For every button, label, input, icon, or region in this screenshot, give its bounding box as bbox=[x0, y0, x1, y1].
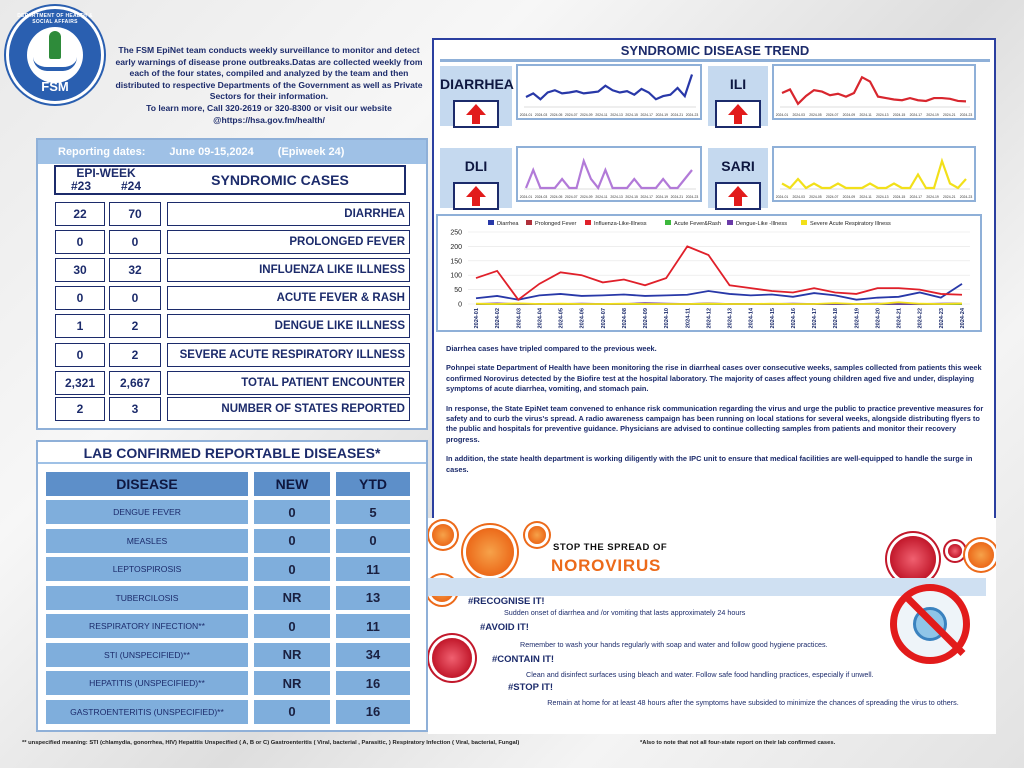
prohibition-slash bbox=[903, 593, 966, 656]
mini-tick-label: 2024-11 bbox=[859, 195, 872, 199]
mini-chart bbox=[516, 146, 702, 202]
intro-line: early warnings of disease prone outbreaks.Datas are collected weekly from bbox=[115, 56, 423, 67]
week-23-label: #23 bbox=[70, 179, 92, 193]
lab-new: NR bbox=[254, 586, 330, 610]
mini-tick-label: 2024-09 bbox=[580, 195, 593, 199]
mini-tick-label: 2024-19 bbox=[655, 195, 669, 199]
lab-new: NR bbox=[254, 643, 330, 667]
palm-icon bbox=[49, 31, 61, 59]
narrative-p3: In response, the State EpiNet team convened to enhance risk communication regarding the virus and urge the public to practice preventive measures for safety and to curb the virus's spread. A radio awareness campaign has been running on local stations for several weeks, alongside distributing flyers to the public and hospitals for preventive guidance. Physicians are advised to continue collecting samples from patients and monitor their recovery progress. bbox=[446, 403, 984, 444]
virus-icon bbox=[948, 544, 962, 558]
y-tick-label: 100 bbox=[450, 272, 462, 280]
x-tick-label: 2024-19 bbox=[854, 308, 861, 329]
lab-disease: LEPTOSPIROSIS bbox=[46, 557, 248, 581]
x-tick-label: 2024-11 bbox=[685, 308, 692, 329]
syndromic-row bbox=[55, 258, 410, 282]
lab-disease: HEPATITIS (UNSPECIFIED)** bbox=[46, 671, 248, 695]
mini-tick-label: 2024-11 bbox=[859, 113, 872, 117]
legend-label: Prolonged Fever bbox=[535, 221, 577, 227]
mini-chart-svg bbox=[774, 66, 974, 118]
mini-tick-label: 2024-03 bbox=[534, 195, 548, 199]
mini-tick-label: 2024-17 bbox=[909, 113, 923, 117]
step-contain-text: Clean and disinfect surfaces using bleach and water. Follow safe food handling practices, especially if unwell. bbox=[526, 670, 874, 679]
mini-tick-label: 2024-13 bbox=[610, 113, 623, 117]
mini-tick-label: 2024-07 bbox=[825, 113, 839, 117]
lab-ytd: 11 bbox=[336, 614, 410, 638]
narrative-p2: Pohnpei state Department of Health have been monitoring the rise in diarrheal cases over consecutive weeks, samples collected from patients this week confirmed Norovirus detected by the Biofire test at the hospital laboratory. The majority of cases affect young children aged five and under, displaying symptoms of acute diarrhea, vomiting, and stomach pain. bbox=[446, 363, 982, 394]
x-tick-label: 2024-17 bbox=[812, 308, 819, 329]
syndrome-label: SEVERE ACUTE RESPIRATORY ILLNESS bbox=[167, 343, 410, 367]
mini-tick-label: 2024-09 bbox=[842, 113, 856, 117]
lab-row bbox=[46, 614, 410, 638]
syndrome-label: TOTAL PATIENT ENCOUNTER bbox=[167, 371, 410, 395]
syndromic-row bbox=[55, 314, 410, 338]
lab-row bbox=[46, 500, 410, 524]
virus-icon bbox=[890, 536, 936, 582]
step-avoid-text: Remember to wash your hands regularly with soap and water and follow good hygiene practices. bbox=[520, 640, 828, 649]
lab-title: LAB CONFIRMED REPORTABLE DISEASES* bbox=[38, 442, 426, 464]
mini-tick-label: 2024-17 bbox=[640, 195, 653, 199]
lab-row bbox=[46, 700, 410, 724]
mini-tick-label: 2024-01 bbox=[775, 195, 789, 199]
mini-tick-label: 2024-09 bbox=[580, 113, 593, 117]
x-tick-label: 2024-23 bbox=[938, 308, 945, 329]
legend-label: Acute Fever&Rash bbox=[674, 221, 721, 227]
x-tick-label: 2024-12 bbox=[706, 308, 713, 329]
reporting-dates: June 09-15,2024 bbox=[169, 146, 254, 158]
mini-tick-label: 2024-09 bbox=[842, 195, 856, 199]
up-arrow-icon bbox=[466, 186, 486, 197]
x-tick-label: 2024-15 bbox=[769, 308, 776, 329]
mini-tick-label: 2024-23 bbox=[959, 113, 973, 117]
legend-swatch bbox=[665, 220, 671, 225]
increase-arrow-icon bbox=[453, 182, 499, 210]
lab-new: 0 bbox=[254, 500, 330, 524]
mini-chart bbox=[516, 64, 702, 120]
week-24-value: 2,667 bbox=[109, 371, 161, 395]
virus-icon bbox=[466, 528, 514, 576]
y-tick-label: 150 bbox=[450, 258, 462, 266]
lab-row bbox=[46, 671, 410, 695]
mini-tick-label: 2024-11 bbox=[595, 195, 608, 199]
series-line-diarrhea bbox=[476, 284, 962, 300]
legend-label: Dengue-Like -Illness bbox=[736, 221, 787, 227]
x-tick-label: 2024-09 bbox=[643, 308, 650, 329]
step-stop-heading: #STOP IT! bbox=[508, 682, 554, 693]
syndrome-label: NUMBER OF STATES REPORTED bbox=[167, 397, 410, 421]
syndrome-label: INFLUENZA LIKE ILLNESS bbox=[167, 258, 410, 282]
mini-tick-label: 2024-01 bbox=[519, 113, 533, 117]
week-23-value: 1 bbox=[55, 314, 105, 338]
mini-tick-label: 2024-15 bbox=[892, 113, 906, 117]
mini-tick-label: 2024-21 bbox=[670, 113, 684, 117]
week-24-value: 70 bbox=[109, 202, 161, 226]
mini-series-line bbox=[782, 161, 966, 188]
week-23-value: 0 bbox=[55, 230, 105, 254]
x-tick-label: 2024-07 bbox=[600, 308, 607, 329]
reporting-week: (Epiweek 24) bbox=[277, 146, 345, 158]
mini-tick-label: 2024-23 bbox=[685, 113, 699, 117]
x-tick-label: 2024-21 bbox=[896, 308, 903, 329]
mini-tick-label: 2024-17 bbox=[909, 195, 923, 199]
epi-week-label: EPI-WEEK bbox=[76, 166, 136, 180]
lab-disease: GASTROENTERITIS (UNSPECIFIED)** bbox=[46, 700, 248, 724]
week-23-value: 0 bbox=[55, 343, 105, 367]
x-tick-label: 2024-16 bbox=[790, 308, 797, 329]
x-tick-label: 2024-18 bbox=[833, 308, 840, 329]
syndromic-row bbox=[55, 397, 410, 421]
week-23-value: 2,321 bbox=[55, 371, 105, 395]
syndrome-label: DENGUE LIKE ILLNESS bbox=[167, 314, 410, 338]
mini-series-line bbox=[526, 75, 692, 100]
increase-arrow-icon bbox=[715, 182, 761, 210]
y-tick-label: 0 bbox=[458, 301, 462, 309]
narrative-p4: In addition, the state health department is working diligently with the IPC unit to ensure that medical facilities are well-equipped to handle the surge in cases. bbox=[446, 454, 973, 474]
lab-row bbox=[46, 643, 410, 667]
x-tick-label: 2024-04 bbox=[537, 308, 544, 329]
lab-ytd: 34 bbox=[336, 643, 410, 667]
syndromic-title: SYNDROMIC CASES bbox=[211, 172, 349, 188]
intro-line: To learn more, Call 320-2619 or 320-8300 or visit our website bbox=[146, 102, 392, 113]
mini-tick-label: 2024-05 bbox=[809, 195, 822, 199]
lab-ytd: 13 bbox=[336, 586, 410, 610]
mini-tick-label: 2024-13 bbox=[610, 195, 623, 199]
intro-line: distributed to respective Departments of the Government as well as Private bbox=[115, 79, 423, 90]
mini-tick-label: 2024-21 bbox=[670, 195, 684, 199]
virus-icon bbox=[432, 524, 454, 546]
reporting-bar bbox=[38, 140, 426, 164]
lab-disease: DENGUE FEVER bbox=[46, 500, 248, 524]
step-recognise-heading: #RECOGNISE IT! bbox=[468, 596, 545, 607]
lab-new: 0 bbox=[254, 700, 330, 724]
legend-swatch bbox=[727, 220, 733, 225]
mini-tick-label: 2024-21 bbox=[943, 195, 956, 199]
narrative bbox=[446, 344, 986, 484]
mini-chart-label: DLI bbox=[440, 148, 512, 208]
lab-new: 0 bbox=[254, 614, 330, 638]
mini-tick-label: 2024-11 bbox=[595, 113, 608, 117]
mini-tick-label: 2024-19 bbox=[926, 113, 939, 117]
week-24-value: 32 bbox=[109, 258, 161, 282]
step-contain-heading: #CONTAIN IT! bbox=[492, 654, 555, 665]
mini-tick-label: 2024-15 bbox=[625, 195, 638, 199]
increase-arrow-icon bbox=[453, 100, 499, 128]
increase-arrow-icon bbox=[715, 100, 761, 128]
mini-tick-label: 2024-19 bbox=[655, 113, 669, 117]
intro-text bbox=[104, 45, 434, 126]
x-tick-label: 2024-24 bbox=[960, 308, 966, 329]
week-24-value: 2 bbox=[109, 314, 161, 338]
x-tick-label: 2024-06 bbox=[579, 308, 586, 329]
lab-new: NR bbox=[254, 671, 330, 695]
mini-tick-label: 2024-23 bbox=[959, 195, 973, 199]
legend-swatch bbox=[488, 220, 494, 225]
lab-new: 0 bbox=[254, 529, 330, 553]
mini-tick-label: 2024-17 bbox=[640, 113, 653, 117]
step-recognise-text: Sudden onset of diarrhea and /or vomiting that lasts approximately 24 hours bbox=[504, 608, 746, 617]
reporting-label: Reporting dates: bbox=[58, 146, 146, 158]
intro-line: The FSM EpiNet team conducts weekly surveillance to monitor and detect bbox=[118, 45, 420, 55]
wave-icon bbox=[33, 57, 77, 71]
y-tick-label: 50 bbox=[454, 287, 462, 295]
mini-tick-label: 2024-21 bbox=[943, 113, 956, 117]
legend-label: Diarrhea bbox=[497, 221, 519, 227]
logo-org-text: DEPARTMENT OF HEALTH & SOCIAL AFFAIRS bbox=[17, 13, 93, 25]
mini-tick-label: 2024-03 bbox=[534, 113, 548, 117]
week-24-value: 3 bbox=[109, 397, 161, 421]
mini-tick-label: 2024-19 bbox=[926, 195, 939, 199]
x-tick-label: 2024-22 bbox=[917, 308, 924, 329]
x-tick-label: 2024-03 bbox=[516, 308, 523, 329]
series-line-severe-acute-respiratory-illness bbox=[476, 302, 962, 304]
legend-swatch bbox=[526, 220, 532, 225]
week-24-value: 2 bbox=[109, 343, 161, 367]
x-tick-label: 2024-10 bbox=[664, 308, 671, 329]
lab-disease: MEASLES bbox=[46, 529, 248, 553]
mini-chart-label: SARI bbox=[708, 148, 768, 208]
narrative-p1: Diarrhea cases have tripled compared to the previous week. bbox=[446, 344, 657, 353]
mini-series-line bbox=[526, 161, 692, 188]
legend-swatch bbox=[801, 220, 807, 225]
no-virus-sign-icon bbox=[890, 584, 970, 664]
x-tick-label: 2024-01 bbox=[474, 308, 480, 329]
lab-header-new: NEW bbox=[254, 472, 330, 496]
mini-tick-label: 2024-23 bbox=[685, 195, 699, 199]
lab-header-disease: DISEASE bbox=[46, 472, 248, 496]
mini-tick-label: 2024-03 bbox=[792, 195, 805, 199]
mini-tick-label: 2024-15 bbox=[625, 113, 638, 117]
footnote-unspecified: ** unspecified meaning: STI (chlamydia, gonorrhea, HIV) Hepatitis Unspecified ( A, B or C) Gastroenteritis ( Viral, bacterial , Parasitic, ) Respiratory Infection ( Viral, bacterial, Fungal) bbox=[22, 740, 520, 746]
lab-ytd: 16 bbox=[336, 671, 410, 695]
combined-trend-svg bbox=[438, 216, 980, 330]
mini-chart-svg bbox=[518, 66, 700, 118]
syndrome-label: ACUTE FEVER & RASH bbox=[167, 286, 410, 310]
lab-disease: STI (UNSPECIFIED)** bbox=[46, 643, 248, 667]
mini-chart-svg bbox=[774, 148, 974, 200]
syndromic-row bbox=[55, 371, 410, 395]
epi-week-header bbox=[56, 167, 156, 193]
up-arrow-icon bbox=[466, 104, 486, 115]
lab-ytd: 11 bbox=[336, 557, 410, 581]
lab-ytd: 16 bbox=[336, 700, 410, 724]
mini-chart bbox=[772, 146, 976, 202]
week-24-label: #24 bbox=[120, 179, 142, 193]
lab-disease: TUBERCILOSIS bbox=[46, 586, 248, 610]
mini-tick-label: 2024-13 bbox=[876, 113, 889, 117]
week-23-value: 0 bbox=[55, 286, 105, 310]
mini-chart-label: DIARRHEA bbox=[440, 66, 512, 126]
fsm-logo bbox=[6, 6, 104, 104]
mini-chart-svg bbox=[518, 148, 700, 200]
step-avoid-heading: #AVOID IT! bbox=[480, 622, 529, 633]
trend-title: SYNDROMIC DISEASE TREND bbox=[440, 42, 990, 62]
y-tick-label: 200 bbox=[450, 243, 462, 251]
mini-tick-label: 2024-01 bbox=[775, 113, 789, 117]
x-tick-label: 2024-08 bbox=[621, 308, 628, 329]
virus-icon bbox=[432, 638, 472, 678]
syndromic-header bbox=[54, 165, 406, 195]
website-link[interactable]: @https://hsa.gov.fm/health/ bbox=[213, 114, 325, 125]
lab-new: 0 bbox=[254, 557, 330, 581]
poster-title: NOROVIRUS bbox=[551, 556, 662, 575]
x-tick-label: 2024-20 bbox=[875, 308, 882, 329]
footnote-lab: *Also to note that not all four-state report on their lab confirmed cases. bbox=[640, 740, 836, 746]
lab-row bbox=[46, 557, 410, 581]
mini-series-line bbox=[782, 77, 966, 104]
mini-tick-label: 2024-05 bbox=[549, 195, 563, 199]
legend-label: Influenza-Like-Illness bbox=[594, 221, 647, 227]
poster-pre-title: STOP THE SPREAD OF bbox=[553, 542, 668, 553]
legend-swatch bbox=[585, 220, 591, 225]
week-23-value: 22 bbox=[55, 202, 105, 226]
intro-line: Sectors for their information. bbox=[209, 91, 329, 102]
up-arrow-icon bbox=[728, 186, 748, 197]
lab-ytd: 0 bbox=[336, 529, 410, 553]
lab-header-row bbox=[46, 472, 410, 496]
x-tick-label: 2024-13 bbox=[727, 308, 734, 329]
palm-emblem bbox=[27, 27, 83, 83]
mini-tick-label: 2024-15 bbox=[892, 195, 906, 199]
mini-chart bbox=[772, 64, 976, 120]
logo-short: FSM bbox=[41, 79, 69, 94]
y-tick-label: 250 bbox=[450, 229, 462, 237]
mini-chart-label: ILI bbox=[708, 66, 768, 126]
virus-icon bbox=[528, 526, 546, 544]
lab-disease: RESPIRATORY INFECTION** bbox=[46, 614, 248, 638]
intro-line: each of the four states, compiled and analyzed by the team and then bbox=[129, 68, 409, 79]
lab-row bbox=[46, 529, 410, 553]
mini-tick-label: 2024-05 bbox=[809, 113, 822, 117]
lab-row bbox=[46, 586, 410, 610]
step-stop-text: Remain at home for at least 48 hours after the symptoms have subsided to minimize the chances of spreading the virus to others. bbox=[547, 698, 959, 707]
week-24-value: 0 bbox=[109, 286, 161, 310]
syndromic-row bbox=[55, 202, 410, 226]
week-23-value: 30 bbox=[55, 258, 105, 282]
combined-trend-chart bbox=[436, 214, 982, 332]
mini-tick-label: 2024-07 bbox=[825, 195, 839, 199]
week-24-value: 0 bbox=[109, 230, 161, 254]
legend-label: Severe Acute Respiratory Illness bbox=[810, 221, 891, 227]
syndrome-label: DIARRHEA bbox=[167, 202, 410, 226]
up-arrow-icon bbox=[728, 104, 748, 115]
mini-tick-label: 2024-13 bbox=[876, 195, 889, 199]
x-tick-label: 2024-14 bbox=[748, 308, 755, 329]
syndromic-row bbox=[55, 230, 410, 254]
mini-tick-label: 2024-07 bbox=[565, 195, 578, 199]
mini-tick-label: 2024-05 bbox=[549, 113, 563, 117]
mini-tick-label: 2024-03 bbox=[792, 113, 805, 117]
lab-header-ytd: YTD bbox=[336, 472, 410, 496]
syndromic-row bbox=[55, 286, 410, 310]
syndromic-row bbox=[55, 343, 410, 367]
mini-tick-label: 2024-07 bbox=[565, 113, 578, 117]
virus-icon bbox=[968, 542, 994, 568]
syndrome-label: PROLONGED FEVER bbox=[167, 230, 410, 254]
x-tick-label: 2024-05 bbox=[558, 308, 565, 329]
week-23-value: 2 bbox=[55, 397, 105, 421]
lab-ytd: 5 bbox=[336, 500, 410, 524]
mini-tick-label: 2024-01 bbox=[519, 195, 533, 199]
x-tick-label: 2024-02 bbox=[495, 308, 502, 329]
